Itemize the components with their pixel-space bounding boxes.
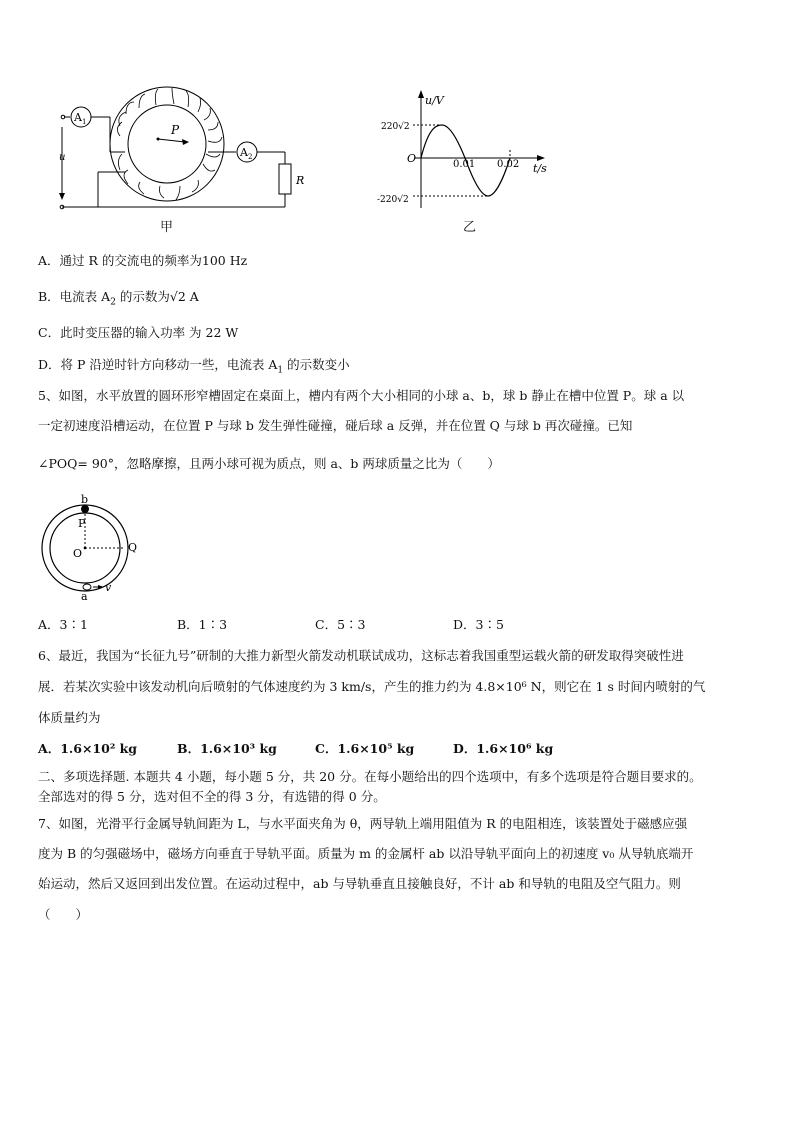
ammeter2-label: $A_2$: [240, 146, 253, 161]
q6-option-c: C．1.6×10⁵ kg: [315, 741, 415, 756]
q4-option-a: A．通过 R 的交流电的频率为100 Hz: [38, 253, 248, 268]
q6-option-a: A．1.6×10² kg: [38, 741, 138, 756]
q7-line4: （ ）: [38, 907, 89, 922]
section2-line1: 二、多项选择题. 本题共 4 小题，每小题 5 分，共 20 分。在每小题给出的四个选项中，有多个选项是符合题目要求的。: [38, 769, 702, 784]
ball-b-label: b: [81, 493, 89, 506]
x-tick-1: 0.01: [453, 159, 476, 170]
q4-option-c: C．此时变压器的输入功率 为 22 W: [38, 325, 239, 340]
slider-label: P: [171, 123, 180, 137]
q4-option-b: B．电流表 $A_2$ 的示数为√2 A: [38, 289, 199, 308]
voltage-label: u: [59, 152, 66, 163]
voltage-waveform-figure: [375, 88, 555, 218]
section2-line2: 全部选对的得 5 分，选对但不全的得 3 分，有选错的得 0 分。: [38, 789, 386, 804]
point-p-label: P: [78, 517, 86, 530]
q5-line2: 一定初速度沿槽运动，在位置 P 与球 b 发生弹性碰撞，碰后球 a 反弹，并在位置 Q 与球 b 再次碰撞。已知: [38, 418, 633, 433]
x-axis-label: t/s: [533, 162, 547, 175]
q6-option-d: D．1.6×10⁶ kg: [453, 741, 554, 756]
transformer-circuit-figure: [50, 82, 305, 242]
ammeter1-label: $A_1$: [74, 111, 87, 126]
q5-option-c: C．5∶3: [315, 617, 366, 632]
ring-groove-figure: [35, 490, 155, 605]
ball-a-label: a: [81, 590, 88, 603]
q6-line1: 6、最近，我国为“长征九号”研制的大推力新型火箭发动机联试成功，这标志着我国重型运载火箭的研发取得突破性进: [38, 648, 684, 663]
figure-caption-yi: 乙: [463, 220, 477, 235]
q5-line3: ∠POQ= 90°，忽略摩擦，且两小球可视为质点，则 a、b 两球质量之比为（ ）: [38, 456, 500, 471]
y-min-label: -220√2: [377, 195, 409, 205]
q5-line1: 5、如图，水平放置的圆环形窄槽固定在桌面上，槽内有两个大小相同的小球 a、b，球 b 静止在槽中位置 P。球 a 以: [38, 388, 685, 403]
point-o-label: O: [73, 547, 83, 560]
point-q-label: Q: [128, 541, 138, 554]
q7-line2: 度为 B 的匀强磁场中，磁场方向垂直于导轨平面。质量为 m 的金属杆 ab 以沿导轨平面向上的初速度 v₀ 从导轨底端开: [38, 846, 694, 861]
resistor-label: R: [296, 174, 305, 187]
q7-line3: 始运动，然后又返回到出发位置。在运动过程中，ab 与导轨垂直且接触良好，不计 ab 和导轨的电阻及空气阻力。则: [38, 876, 681, 891]
q7-line1: 7、如图，光滑平行金属导轨间距为 L，与水平面夹角为 θ，两导轨上端用阻值为 R 的电阻相连，该装置处于磁感应强: [38, 816, 688, 831]
x-tick-2: 0.02: [497, 159, 520, 170]
q5-option-a: A．3∶1: [38, 617, 88, 632]
q5-option-b: B．1∶3: [177, 617, 228, 632]
y-max-label: 220√2: [381, 122, 410, 132]
q6-line2: 展．若某次实验中该发动机向后喷射的气体速度约为 3 km/s，产生的推力约为 4.8×10⁶ N，则它在 1 s 时间内喷射的气: [38, 679, 706, 694]
q5-option-d: D．3∶5: [453, 617, 504, 632]
q6-option-b: B．1.6×10³ kg: [177, 741, 277, 756]
q6-line3: 体质量约为: [38, 710, 101, 725]
y-axis-label: u/V: [425, 94, 444, 107]
q4-option-d: D．将 P 沿逆时针方向移动一些，电流表 $A_1$ 的示数变小: [38, 357, 350, 376]
figure-caption-jia: 甲: [160, 220, 174, 235]
origin-label: O: [407, 152, 417, 165]
velocity-label: v: [105, 581, 112, 594]
